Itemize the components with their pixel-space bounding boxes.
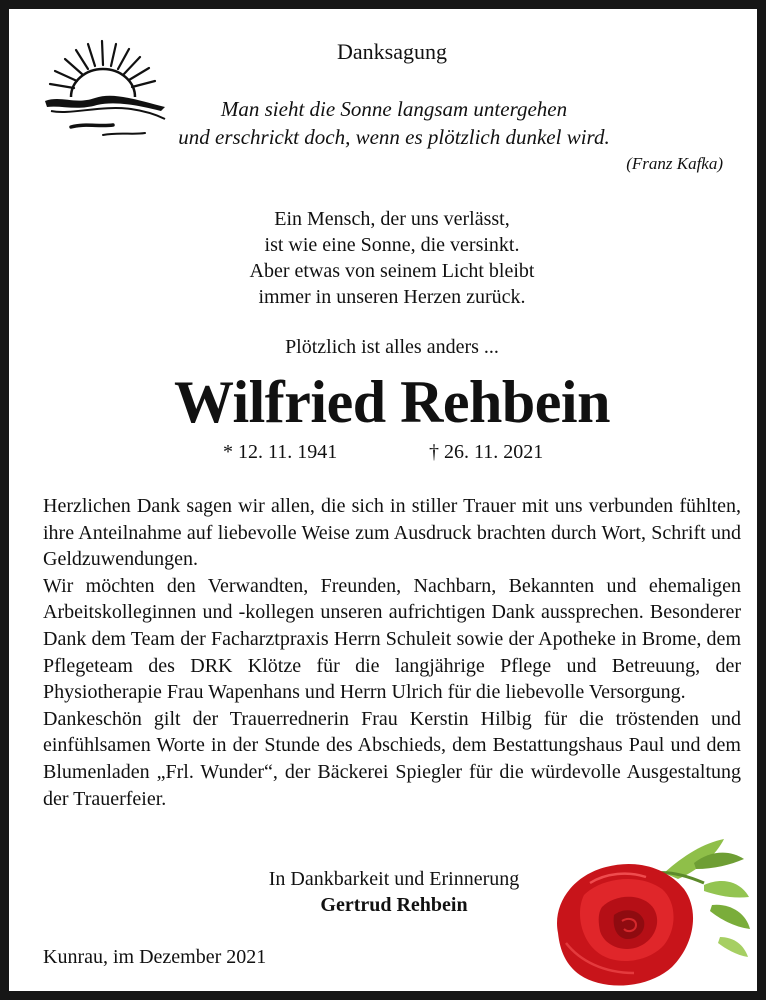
signer-name: Gertrud Rehbein	[320, 894, 468, 916]
rose-icon	[544, 833, 759, 993]
quote-line: Man sieht die Sonne langsam untergehen	[220, 97, 568, 121]
birth-date: * 12. 11. 1941	[223, 441, 338, 463]
signoff	[199, 866, 589, 918]
thanks-paragraph: Wir möchten den Verwandten, Freunden, Nachbarn, Bekannten und ehemaligen Arbeitskolleginnen und -kollegen unseren aufrichtigen Dank aussprechen. Besonderer Dank dem Team der Facharztpraxis Herrn Schuleit sowie der Apotheke in Brome, dem Pflegeteam des DRK Klötze für die langjährige Pflege und Betreuung, der Physiotherapie Frau Wapenhans und Herrn Ulrich für die liebevolle Versorgung.	[43, 574, 741, 704]
intro-line: Plötzlich ist alles anders ...	[285, 336, 499, 358]
thanks-paragraph: Herzlichen Dank sagen wir allen, die sich in stiller Trauer mit uns verbunden fühlten, ihre Anteilnahme auf liebevolle Weise zum Ausdruck brachten durch Wort, Schrift und Geldzuwendungen.	[43, 495, 741, 571]
deceased-name: Wilfried Rehbein	[174, 369, 610, 435]
place-date: Kunrau, im Dezember 2021	[43, 946, 267, 968]
poem	[9, 206, 766, 310]
poem-line: ist wie eine Sonne, die versinkt.	[264, 234, 520, 256]
thanks-paragraph: Dankeschön gilt der Trauerrednerin Frau Kerstin Hilbig für die tröstenden und einfühlsamen Worte in der Stunde des Abschieds, dem Bestattungshaus Paul und dem Blumenladen „Frl. Wunder“, der Bäckerei Spiegler für die würdevolle Ausgestaltung der Trauerfeier.	[43, 707, 741, 810]
quote	[109, 95, 679, 151]
notice-heading: Danksagung	[337, 39, 447, 64]
thanks-text	[43, 493, 741, 812]
quote-line: und erschrickt doch, wenn es plötzlich dunkel wird.	[178, 125, 610, 149]
poem-line: immer in unseren Herzen zurück.	[258, 286, 526, 308]
poem-line: Aber etwas von seinem Licht bleibt	[249, 260, 535, 282]
death-date: † 26. 11. 2021	[429, 441, 544, 463]
quote-author: (Franz Kafka)	[626, 154, 723, 173]
poem-line: Ein Mensch, der uns verlässt,	[274, 208, 510, 230]
signoff-line: In Dankbarkeit und Erinnerung	[268, 868, 520, 890]
